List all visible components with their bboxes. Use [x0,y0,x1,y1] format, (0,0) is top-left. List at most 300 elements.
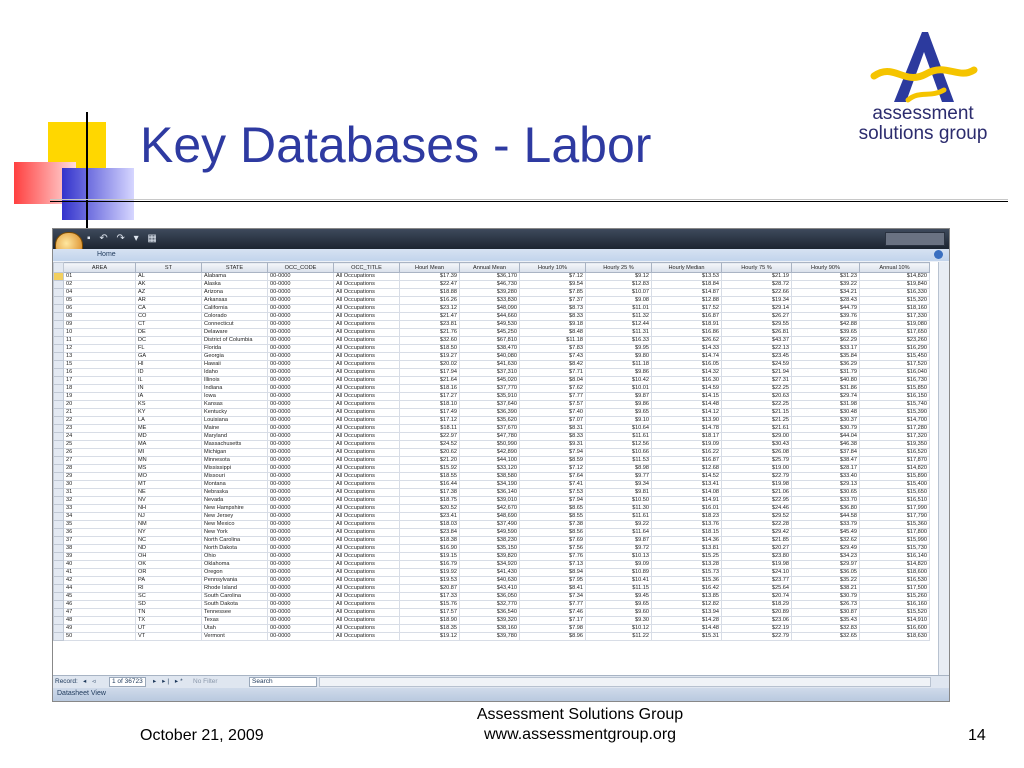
table-cell[interactable]: $14.78 [652,425,722,433]
table-cell[interactable]: 00-0000 [268,441,334,449]
table-cell[interactable]: $10.12 [586,625,652,633]
table-cell[interactable]: Maine [202,425,268,433]
table-cell[interactable]: $18.03 [400,521,460,529]
table-cell[interactable]: IA [136,393,202,401]
table-cell[interactable]: $39.22 [792,281,860,289]
table-cell[interactable]: $22.25 [722,385,792,393]
table-cell[interactable]: $16.42 [652,585,722,593]
table-cell[interactable]: MD [136,433,202,441]
table-cell[interactable]: $31.86 [792,385,860,393]
table-cell[interactable]: Ohio [202,553,268,561]
table-cell[interactable]: $15,520 [860,609,930,617]
table-cell[interactable]: 21 [64,409,136,417]
column-header[interactable]: Annual 10% [860,263,930,273]
row-selector[interactable] [54,457,64,465]
table-cell[interactable]: $17,280 [860,425,930,433]
table-cell[interactable]: $8.31 [520,425,586,433]
table-cell[interactable]: AZ [136,289,202,297]
table-cell[interactable]: New Mexico [202,521,268,529]
table-cell[interactable]: $13.85 [652,593,722,601]
table-cell[interactable]: 00-0000 [268,585,334,593]
table-cell[interactable]: $26.81 [722,329,792,337]
table-cell[interactable]: $29.00 [722,433,792,441]
table-cell[interactable]: $38,470 [460,345,520,353]
table-cell[interactable]: $38.21 [792,585,860,593]
table-cell[interactable]: $10.42 [586,377,652,385]
table-cell[interactable]: NC [136,537,202,545]
table-cell[interactable]: $44,100 [460,457,520,465]
table-row[interactable] [54,561,930,569]
table-cell[interactable]: All Occupations [334,481,400,489]
table-cell[interactable]: KS [136,401,202,409]
table-row[interactable] [54,337,930,345]
table-cell[interactable]: $16.79 [400,561,460,569]
table-cell[interactable]: 22 [64,417,136,425]
table-cell[interactable]: $9.22 [586,521,652,529]
table-cell[interactable]: $17,520 [860,361,930,369]
table-cell[interactable]: $7.17 [520,617,586,625]
table-cell[interactable]: $15,850 [860,385,930,393]
table-cell[interactable]: $9.12 [586,273,652,281]
table-cell[interactable]: $22.79 [722,473,792,481]
table-cell[interactable]: $30.37 [792,417,860,425]
table-cell[interactable]: Kentucky [202,409,268,417]
column-header[interactable]: Hourly Median [652,263,722,273]
table-cell[interactable]: 46 [64,601,136,609]
table-row[interactable] [54,585,930,593]
table-cell[interactable]: $40,630 [460,577,520,585]
table-row[interactable] [54,553,930,561]
table-row[interactable] [54,545,930,553]
table-cell[interactable]: $45,250 [460,329,520,337]
table-cell[interactable]: All Occupations [334,417,400,425]
table-cell[interactable]: $16,530 [860,577,930,585]
column-header[interactable]: Hourl Mean [400,263,460,273]
table-cell[interactable]: 13 [64,353,136,361]
table-cell[interactable]: Montana [202,481,268,489]
table-cell[interactable]: $16,600 [860,625,930,633]
table-cell[interactable]: DC [136,337,202,345]
table-row[interactable] [54,361,930,369]
table-cell[interactable]: $15,320 [860,297,930,305]
table-cell[interactable]: $22.79 [722,633,792,641]
table-cell[interactable]: $22.95 [722,497,792,505]
table-cell[interactable]: $15.92 [400,465,460,473]
table-cell[interactable]: 00-0000 [268,281,334,289]
table-cell[interactable]: $33,120 [460,465,520,473]
table-cell[interactable]: $11.22 [586,633,652,641]
table-cell[interactable]: All Occupations [334,385,400,393]
table-cell[interactable]: 00-0000 [268,489,334,497]
table-cell[interactable]: $12.68 [652,465,722,473]
table-cell[interactable]: $15,740 [860,401,930,409]
table-cell[interactable]: $37,490 [460,521,520,529]
table-cell[interactable]: 30 [64,481,136,489]
row-selector[interactable] [54,481,64,489]
table-cell[interactable]: GA [136,353,202,361]
table-cell[interactable]: All Occupations [334,305,400,313]
table-cell[interactable]: $37,770 [460,385,520,393]
table-cell[interactable]: $17.52 [652,305,722,313]
table-cell[interactable]: $14,700 [860,417,930,425]
table-cell[interactable]: $17.12 [400,417,460,425]
table-cell[interactable]: $14.48 [652,401,722,409]
table-cell[interactable]: $37,310 [460,369,520,377]
table-cell[interactable]: 20 [64,401,136,409]
table-cell[interactable]: Georgia [202,353,268,361]
table-cell[interactable]: All Occupations [334,609,400,617]
table-row[interactable] [54,345,930,353]
table-cell[interactable]: 33 [64,505,136,513]
record-next-last-buttons[interactable]: ▸ ▸| ▸* [153,678,185,685]
table-cell[interactable]: NJ [136,513,202,521]
table-cell[interactable]: $39,280 [460,289,520,297]
table-cell[interactable]: $16.26 [400,297,460,305]
table-cell[interactable]: $10.64 [586,425,652,433]
table-cell[interactable]: $19.53 [400,577,460,585]
row-selector[interactable] [54,321,64,329]
table-cell[interactable]: $16,160 [860,601,930,609]
table-cell[interactable]: $11.15 [586,585,652,593]
table-cell[interactable]: All Occupations [334,345,400,353]
table-cell[interactable]: $29.49 [792,545,860,553]
table-cell[interactable]: $42,890 [460,449,520,457]
table-cell[interactable]: $12.44 [586,321,652,329]
table-cell[interactable]: $34,190 [460,481,520,489]
table-cell[interactable]: $7.40 [520,409,586,417]
table-cell[interactable]: $8.59 [520,457,586,465]
table-cell[interactable]: $18.16 [400,385,460,393]
table-cell[interactable]: $9.31 [520,441,586,449]
row-selector[interactable] [54,385,64,393]
table-cell[interactable]: $17,320 [860,433,930,441]
table-cell[interactable]: CT [136,321,202,329]
table-cell[interactable]: All Occupations [334,601,400,609]
table-cell[interactable]: All Occupations [334,313,400,321]
table-cell[interactable]: $9.45 [586,593,652,601]
table-cell[interactable]: Arkansas [202,297,268,305]
table-cell[interactable]: All Occupations [334,393,400,401]
table-row[interactable] [54,273,930,281]
table-cell[interactable]: All Occupations [334,329,400,337]
table-cell[interactable]: All Occupations [334,513,400,521]
table-cell[interactable]: $26.62 [652,337,722,345]
datasheet-grid[interactable] [53,262,949,675]
table-cell[interactable]: $39,010 [460,497,520,505]
table-cell[interactable]: 00-0000 [268,385,334,393]
table-cell[interactable]: $11.01 [586,305,652,313]
table-cell[interactable]: 00-0000 [268,625,334,633]
table-cell[interactable]: $18.88 [400,289,460,297]
record-first-prev-buttons[interactable]: ◂ ◃ [83,678,98,685]
table-cell[interactable]: Alabama [202,273,268,281]
table-cell[interactable]: $44,660 [460,313,520,321]
table-row[interactable] [54,529,930,537]
table-cell[interactable]: 00-0000 [268,361,334,369]
table-row[interactable] [54,497,930,505]
table-cell[interactable]: $14.08 [652,489,722,497]
table-cell[interactable]: $30.43 [722,441,792,449]
table-cell[interactable]: $14.74 [652,353,722,361]
quick-access-toolbar[interactable]: ▪ ↶ ↷ ▾ ▦ [87,233,160,244]
table-cell[interactable]: $30.79 [792,425,860,433]
table-cell[interactable]: $16.90 [400,545,460,553]
table-cell[interactable]: Colorado [202,313,268,321]
table-cell[interactable]: All Occupations [334,281,400,289]
row-selector[interactable] [54,633,64,641]
table-cell[interactable]: $39,820 [460,553,520,561]
table-row[interactable] [54,633,930,641]
table-cell[interactable]: $18.75 [400,497,460,505]
table-cell[interactable]: $24.46 [722,505,792,513]
table-cell[interactable]: 06 [64,305,136,313]
table-cell[interactable]: $9.30 [586,617,652,625]
table-cell[interactable]: $21.94 [722,369,792,377]
table-cell[interactable]: $8.98 [586,465,652,473]
table-cell[interactable]: $36,540 [460,609,520,617]
table-cell[interactable]: $10.50 [586,497,652,505]
table-cell[interactable]: $7.57 [520,401,586,409]
table-cell[interactable]: $18,600 [860,569,930,577]
table-cell[interactable]: $15,360 [860,521,930,529]
table-cell[interactable]: 00-0000 [268,473,334,481]
table-cell[interactable]: Massachusetts [202,441,268,449]
table-cell[interactable]: $18,630 [860,633,930,641]
row-selector[interactable] [54,577,64,585]
table-cell[interactable]: MN [136,457,202,465]
table-cell[interactable]: $9.54 [520,281,586,289]
table-cell[interactable]: $32.60 [400,337,460,345]
table-cell[interactable]: $23.12 [400,305,460,313]
table-row[interactable] [54,353,930,361]
table-cell[interactable]: $14.48 [652,625,722,633]
table-cell[interactable]: $18.38 [400,537,460,545]
table-cell[interactable]: All Occupations [334,273,400,281]
table-cell[interactable]: 00-0000 [268,409,334,417]
row-selector[interactable] [54,401,64,409]
table-cell[interactable]: $15,650 [860,489,930,497]
tab-home[interactable]: Home [97,251,116,258]
column-header[interactable]: STATE [202,263,268,273]
table-cell[interactable]: $39.76 [792,313,860,321]
table-row[interactable] [54,281,930,289]
table-cell[interactable]: $20.89 [722,609,792,617]
table-cell[interactable]: All Occupations [334,577,400,585]
table-row[interactable] [54,513,930,521]
table-cell[interactable]: $21.47 [400,313,460,321]
table-cell[interactable]: $19.12 [400,633,460,641]
row-selector[interactable] [54,329,64,337]
table-row[interactable] [54,441,930,449]
table-cell[interactable]: 27 [64,457,136,465]
table-cell[interactable]: $19.15 [400,553,460,561]
table-cell[interactable]: All Occupations [334,409,400,417]
table-row[interactable] [54,401,930,409]
table-cell[interactable]: 00-0000 [268,569,334,577]
table-cell[interactable]: Michigan [202,449,268,457]
table-cell[interactable]: $28.17 [792,465,860,473]
table-cell[interactable]: New York [202,529,268,537]
table-cell[interactable]: 01 [64,273,136,281]
table-cell[interactable]: Arizona [202,289,268,297]
table-cell[interactable]: SC [136,593,202,601]
table-row[interactable] [54,521,930,529]
table-cell[interactable]: NY [136,529,202,537]
table-cell[interactable]: $42.88 [792,321,860,329]
table-cell[interactable]: $37,640 [460,401,520,409]
table-cell[interactable]: All Occupations [334,337,400,345]
table-cell[interactable]: All Occupations [334,449,400,457]
table-cell[interactable]: 29 [64,473,136,481]
table-cell[interactable]: $21.19 [722,273,792,281]
table-cell[interactable]: $19,840 [860,281,930,289]
table-cell[interactable]: $9.87 [586,537,652,545]
row-selector[interactable] [54,585,64,593]
table-cell[interactable]: $36,050 [460,593,520,601]
table-cell[interactable]: $15.76 [400,601,460,609]
table-cell[interactable]: $9.87 [586,393,652,401]
table-cell[interactable]: $32.83 [792,625,860,633]
table-cell[interactable]: $13.41 [652,481,722,489]
table-cell[interactable]: $14.33 [652,345,722,353]
table-cell[interactable]: $9.60 [586,609,652,617]
table-cell[interactable]: TX [136,617,202,625]
table-cell[interactable]: $44.79 [792,305,860,313]
table-cell[interactable]: 39 [64,553,136,561]
window-controls[interactable] [885,232,945,246]
table-cell[interactable]: $10.01 [586,385,652,393]
table-cell[interactable]: $7.64 [520,473,586,481]
table-cell[interactable]: $28.43 [792,297,860,305]
table-cell[interactable]: DE [136,329,202,337]
table-cell[interactable]: $14,820 [860,465,930,473]
table-cell[interactable]: All Occupations [334,321,400,329]
table-cell[interactable]: $18.91 [652,321,722,329]
row-selector[interactable] [54,313,64,321]
table-cell[interactable]: $7.77 [520,601,586,609]
table-row[interactable] [54,305,930,313]
table-cell[interactable]: $22.47 [400,281,460,289]
table-cell[interactable]: $21.61 [722,425,792,433]
table-cell[interactable]: North Dakota [202,545,268,553]
table-cell[interactable]: 00-0000 [268,601,334,609]
table-cell[interactable]: OH [136,553,202,561]
row-selector[interactable] [54,593,64,601]
table-cell[interactable]: $14.87 [652,289,722,297]
table-cell[interactable]: $48,090 [460,305,520,313]
table-cell[interactable]: $37,670 [460,425,520,433]
table-cell[interactable]: $16.87 [652,313,722,321]
table-cell[interactable]: Florida [202,345,268,353]
table-cell[interactable]: $14.91 [652,497,722,505]
table-cell[interactable]: 00-0000 [268,297,334,305]
table-cell[interactable]: $11.61 [586,433,652,441]
table-cell[interactable]: $14,910 [860,617,930,625]
table-cell[interactable]: $47,780 [460,433,520,441]
table-cell[interactable]: $17.57 [400,609,460,617]
table-cell[interactable]: Nevada [202,497,268,505]
table-cell[interactable]: $9.08 [586,297,652,305]
row-selector[interactable] [54,369,64,377]
no-filter-button[interactable]: No Filter [193,678,218,685]
table-cell[interactable]: $23,260 [860,337,930,345]
table-cell[interactable]: $11.18 [586,361,652,369]
table-cell[interactable]: $7.77 [520,393,586,401]
table-cell[interactable]: $19.00 [722,465,792,473]
table-cell[interactable]: $7.76 [520,553,586,561]
table-cell[interactable]: $16.01 [652,505,722,513]
table-cell[interactable]: 44 [64,585,136,593]
table-cell[interactable]: $36.05 [792,569,860,577]
table-cell[interactable]: $35.22 [792,577,860,585]
table-row[interactable] [54,425,930,433]
row-selector[interactable] [54,305,64,313]
table-cell[interactable]: 10 [64,329,136,337]
table-cell[interactable]: $22.97 [400,433,460,441]
table-cell[interactable]: 00-0000 [268,553,334,561]
table-cell[interactable]: 45 [64,593,136,601]
row-selector[interactable] [54,473,64,481]
table-cell[interactable]: NE [136,489,202,497]
table-cell[interactable]: 35 [64,521,136,529]
table-row[interactable] [54,321,930,329]
table-cell[interactable]: $8.94 [520,569,586,577]
table-cell[interactable]: $21.06 [722,489,792,497]
table-cell[interactable]: 00-0000 [268,433,334,441]
table-cell[interactable]: 02 [64,281,136,289]
table-cell[interactable]: 41 [64,569,136,577]
table-cell[interactable]: IN [136,385,202,393]
row-selector[interactable] [54,345,64,353]
table-cell[interactable]: $46,730 [460,281,520,289]
table-cell[interactable]: 49 [64,625,136,633]
row-selector[interactable] [54,377,64,385]
table-cell[interactable]: $19,080 [860,321,930,329]
table-row[interactable] [54,465,930,473]
table-cell[interactable]: All Occupations [334,433,400,441]
table-cell[interactable]: $22.28 [722,521,792,529]
table-cell[interactable]: $15.36 [652,577,722,585]
table-cell[interactable]: $23.81 [400,321,460,329]
table-cell[interactable]: All Occupations [334,545,400,553]
table-row[interactable] [54,289,930,297]
table-cell[interactable]: $17,870 [860,457,930,465]
table-cell[interactable]: $29.97 [792,561,860,569]
table-row[interactable] [54,625,930,633]
table-cell[interactable]: $17,650 [860,329,930,337]
table-cell[interactable]: $41,430 [460,569,520,577]
table-cell[interactable]: $10.89 [586,569,652,577]
table-cell[interactable]: CA [136,305,202,313]
table-cell[interactable]: AK [136,281,202,289]
table-cell[interactable]: All Occupations [334,537,400,545]
table-cell[interactable]: $20.27 [722,545,792,553]
table-cell[interactable]: New Jersey [202,513,268,521]
table-cell[interactable]: $8.48 [520,329,586,337]
table-cell[interactable]: $20.52 [400,505,460,513]
table-cell[interactable]: $7.37 [520,297,586,305]
table-cell[interactable]: $16,290 [860,345,930,353]
row-selector[interactable] [54,561,64,569]
row-selector[interactable] [54,337,64,345]
row-selector[interactable] [54,449,64,457]
table-cell[interactable]: $7.71 [520,369,586,377]
table-cell[interactable]: Iowa [202,393,268,401]
table-cell[interactable]: $29.74 [792,393,860,401]
table-cell[interactable]: RI [136,585,202,593]
row-selector[interactable] [54,289,64,297]
table-cell[interactable]: $9.86 [586,369,652,377]
